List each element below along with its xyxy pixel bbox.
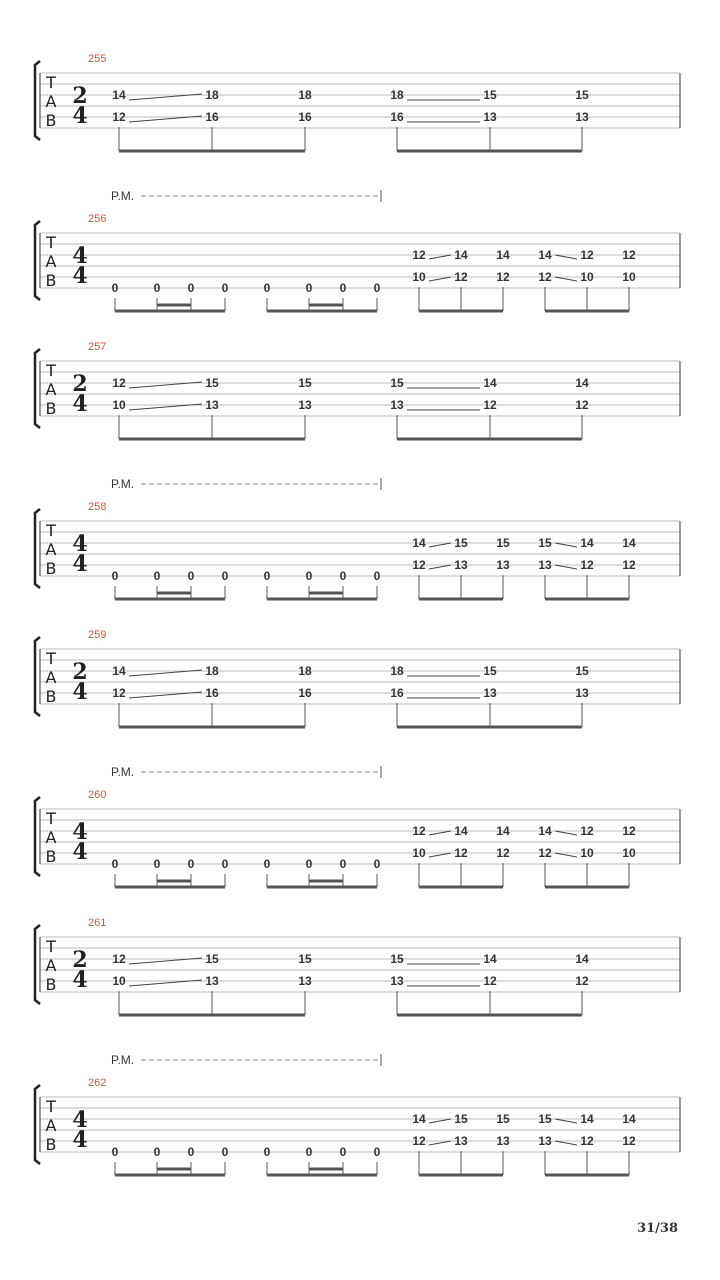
tab-clef-letter: A bbox=[45, 956, 57, 975]
fret-number: 12 bbox=[580, 558, 594, 572]
fret-number: 12 bbox=[454, 270, 468, 284]
fret-number: 14 bbox=[112, 88, 126, 102]
fret-number: 15 bbox=[205, 952, 219, 966]
fret-number: 16 bbox=[205, 686, 219, 700]
page-number: 31/38 bbox=[637, 1221, 678, 1236]
fret-number: 13 bbox=[390, 398, 404, 412]
fret-number: 14 bbox=[496, 824, 510, 838]
fret-number: 15 bbox=[575, 88, 589, 102]
tab-system bbox=[35, 629, 680, 727]
fret-number: 13 bbox=[454, 1134, 468, 1148]
fret-number: 16 bbox=[390, 110, 404, 124]
fret-number: 12 bbox=[112, 110, 126, 124]
time-signature-bottom: 4 bbox=[72, 263, 88, 289]
open-string-note: 0 bbox=[263, 857, 271, 871]
slide-line bbox=[429, 831, 451, 835]
tab-clef-letter: A bbox=[45, 252, 57, 271]
fret-number: 15 bbox=[205, 376, 219, 390]
slide-line bbox=[429, 565, 451, 569]
fret-number: 15 bbox=[390, 952, 404, 966]
tab-clef-letter: A bbox=[45, 380, 57, 399]
fret-number: 13 bbox=[575, 110, 589, 124]
open-string-note: 0 bbox=[373, 1145, 381, 1159]
time-signature-bottom: 4 bbox=[72, 551, 88, 577]
fret-number: 13 bbox=[496, 1134, 510, 1148]
measure-number: 255 bbox=[88, 53, 107, 65]
fret-number: 13 bbox=[454, 558, 468, 572]
open-string-note: 0 bbox=[339, 1145, 347, 1159]
tab-clef-letter: B bbox=[45, 399, 57, 418]
open-string-note: 0 bbox=[263, 1145, 271, 1159]
slide-line bbox=[429, 1141, 451, 1145]
measure-number: 257 bbox=[88, 341, 107, 353]
time-signature-top: 2 bbox=[72, 371, 88, 397]
open-string-note: 0 bbox=[187, 569, 195, 583]
time-signature-top: 4 bbox=[72, 243, 88, 269]
fret-number: 14 bbox=[575, 376, 589, 390]
fret-number: 10 bbox=[412, 270, 426, 284]
fret-number: 16 bbox=[205, 110, 219, 124]
fret-number: 10 bbox=[112, 974, 126, 988]
slide-line bbox=[555, 255, 577, 259]
open-string-note: 0 bbox=[187, 857, 195, 871]
tab-clef-letter: A bbox=[45, 828, 57, 847]
system-bracket bbox=[35, 221, 40, 300]
fret-number: 12 bbox=[622, 1134, 636, 1148]
measure-number: 259 bbox=[88, 629, 107, 641]
fret-number: 10 bbox=[580, 270, 594, 284]
fret-number: 14 bbox=[622, 1112, 636, 1126]
tab-clef-letter: B bbox=[45, 1135, 57, 1154]
fret-number: 18 bbox=[390, 664, 404, 678]
fret-number: 13 bbox=[483, 110, 497, 124]
fret-number: 13 bbox=[205, 398, 219, 412]
tab-system bbox=[35, 477, 680, 599]
fret-number: 12 bbox=[575, 974, 589, 988]
open-string-note: 0 bbox=[339, 857, 347, 871]
fret-number: 12 bbox=[483, 974, 497, 988]
slide-line bbox=[555, 277, 577, 281]
slide-line bbox=[429, 277, 451, 281]
tab-clef-letter: T bbox=[46, 361, 56, 380]
palm-mute-label: P.M. bbox=[111, 189, 135, 203]
slide-line bbox=[429, 1119, 451, 1123]
system-bracket bbox=[35, 509, 40, 588]
system-bracket bbox=[35, 61, 40, 140]
fret-number: 10 bbox=[622, 270, 636, 284]
fret-number: 15 bbox=[538, 536, 552, 550]
open-string-note: 0 bbox=[111, 281, 119, 295]
fret-number: 12 bbox=[496, 846, 510, 860]
time-signature-bottom: 4 bbox=[72, 1127, 88, 1153]
tab-clef-letter: A bbox=[45, 540, 57, 559]
fret-number: 13 bbox=[538, 1134, 552, 1148]
open-string-note: 0 bbox=[263, 281, 271, 295]
fret-number: 18 bbox=[390, 88, 404, 102]
tab-clef-letter: B bbox=[45, 847, 57, 866]
open-string-note: 0 bbox=[187, 281, 195, 295]
fret-number: 14 bbox=[575, 952, 589, 966]
tab-system bbox=[35, 341, 680, 439]
fret-number: 14 bbox=[412, 1112, 426, 1126]
measure-number: 258 bbox=[88, 501, 107, 513]
time-signature-bottom: 4 bbox=[72, 679, 88, 705]
open-string-note: 0 bbox=[221, 1145, 229, 1159]
fret-number: 15 bbox=[483, 88, 497, 102]
open-string-note: 0 bbox=[373, 857, 381, 871]
fret-number: 14 bbox=[580, 536, 594, 550]
tab-clef-letter: T bbox=[46, 937, 56, 956]
tab-clef-letter: B bbox=[45, 975, 57, 994]
fret-number: 12 bbox=[112, 686, 126, 700]
slide-line bbox=[429, 543, 451, 547]
open-string-note: 0 bbox=[373, 281, 381, 295]
fret-number: 10 bbox=[112, 398, 126, 412]
time-signature-bottom: 4 bbox=[72, 103, 88, 129]
slide-line bbox=[429, 255, 451, 259]
fret-number: 15 bbox=[298, 376, 312, 390]
fret-number: 15 bbox=[454, 1112, 468, 1126]
open-string-note: 0 bbox=[111, 569, 119, 583]
tab-clef-letter: B bbox=[45, 271, 57, 290]
tab-clef-letter: A bbox=[45, 92, 57, 111]
measure-number: 261 bbox=[88, 917, 107, 929]
tab-clef-letter: T bbox=[46, 233, 56, 252]
fret-number: 13 bbox=[575, 686, 589, 700]
tab-clef-letter: B bbox=[45, 559, 57, 578]
open-string-note: 0 bbox=[305, 569, 313, 583]
fret-number: 10 bbox=[580, 846, 594, 860]
time-signature-top: 2 bbox=[72, 659, 88, 685]
tab-system bbox=[35, 765, 680, 887]
palm-mute-label: P.M. bbox=[111, 1053, 135, 1067]
fret-number: 12 bbox=[580, 1134, 594, 1148]
open-string-note: 0 bbox=[339, 569, 347, 583]
slide-line bbox=[429, 853, 451, 857]
fret-number: 14 bbox=[412, 536, 426, 550]
tab-clef-letter: B bbox=[45, 687, 57, 706]
fret-number: 12 bbox=[483, 398, 497, 412]
tab-system bbox=[35, 1053, 680, 1175]
palm-mute-label: P.M. bbox=[111, 765, 135, 779]
measure-number: 256 bbox=[88, 213, 107, 225]
fret-number: 14 bbox=[538, 824, 552, 838]
fret-number: 14 bbox=[496, 248, 510, 262]
open-string-note: 0 bbox=[221, 569, 229, 583]
open-string-note: 0 bbox=[305, 1145, 313, 1159]
fret-number: 14 bbox=[622, 536, 636, 550]
slide-line bbox=[555, 853, 577, 857]
fret-number: 15 bbox=[454, 536, 468, 550]
tab-clef-letter: T bbox=[46, 521, 56, 540]
fret-number: 18 bbox=[205, 88, 219, 102]
tab-clef-letter: B bbox=[45, 111, 57, 130]
open-string-note: 0 bbox=[221, 281, 229, 295]
slide-line bbox=[555, 1119, 577, 1123]
fret-number: 12 bbox=[538, 270, 552, 284]
time-signature-bottom: 4 bbox=[72, 839, 88, 865]
fret-number: 14 bbox=[454, 824, 468, 838]
fret-number: 16 bbox=[298, 686, 312, 700]
fret-number: 13 bbox=[298, 398, 312, 412]
fret-number: 13 bbox=[496, 558, 510, 572]
fret-number: 15 bbox=[390, 376, 404, 390]
fret-number: 13 bbox=[483, 686, 497, 700]
fret-number: 12 bbox=[412, 248, 426, 262]
fret-number: 15 bbox=[483, 664, 497, 678]
fret-number: 16 bbox=[298, 110, 312, 124]
fret-number: 14 bbox=[483, 376, 497, 390]
system-bracket bbox=[35, 349, 40, 428]
fret-number: 15 bbox=[538, 1112, 552, 1126]
fret-number: 14 bbox=[454, 248, 468, 262]
time-signature-top: 4 bbox=[72, 1107, 88, 1133]
fret-number: 13 bbox=[538, 558, 552, 572]
fret-number: 12 bbox=[412, 824, 426, 838]
tab-clef-letter: A bbox=[45, 1116, 57, 1135]
time-signature-bottom: 4 bbox=[72, 391, 88, 417]
fret-number: 12 bbox=[496, 270, 510, 284]
open-string-note: 0 bbox=[153, 281, 161, 295]
open-string-note: 0 bbox=[153, 569, 161, 583]
fret-number: 10 bbox=[622, 846, 636, 860]
open-string-note: 0 bbox=[111, 857, 119, 871]
fret-number: 15 bbox=[496, 1112, 510, 1126]
fret-number: 12 bbox=[622, 824, 636, 838]
fret-number: 13 bbox=[205, 974, 219, 988]
tab-clef-letter: T bbox=[46, 1097, 56, 1116]
fret-number: 12 bbox=[575, 398, 589, 412]
fret-number: 13 bbox=[298, 974, 312, 988]
open-string-note: 0 bbox=[153, 857, 161, 871]
open-string-note: 0 bbox=[339, 281, 347, 295]
fret-number: 14 bbox=[112, 664, 126, 678]
fret-number: 18 bbox=[298, 664, 312, 678]
open-string-note: 0 bbox=[221, 857, 229, 871]
slide-line bbox=[555, 543, 577, 547]
system-bracket bbox=[35, 797, 40, 876]
fret-number: 12 bbox=[622, 248, 636, 262]
fret-number: 12 bbox=[112, 376, 126, 390]
fret-number: 12 bbox=[580, 248, 594, 262]
fret-number: 10 bbox=[412, 846, 426, 860]
fret-number: 14 bbox=[538, 248, 552, 262]
slide-line bbox=[555, 565, 577, 569]
slide-line bbox=[555, 831, 577, 835]
fret-number: 12 bbox=[412, 558, 426, 572]
tab-system bbox=[35, 53, 680, 151]
tab-clef-letter: A bbox=[45, 668, 57, 687]
measure-number: 262 bbox=[88, 1077, 107, 1089]
fret-number: 12 bbox=[112, 952, 126, 966]
tab-clef-letter: T bbox=[46, 809, 56, 828]
system-bracket bbox=[35, 637, 40, 716]
fret-number: 12 bbox=[580, 824, 594, 838]
tab-clef-letter: T bbox=[46, 649, 56, 668]
open-string-note: 0 bbox=[305, 857, 313, 871]
fret-number: 12 bbox=[538, 846, 552, 860]
fret-number: 16 bbox=[390, 686, 404, 700]
fret-number: 15 bbox=[575, 664, 589, 678]
open-string-note: 0 bbox=[187, 1145, 195, 1159]
fret-number: 13 bbox=[390, 974, 404, 988]
time-signature-top: 4 bbox=[72, 819, 88, 845]
tab-system bbox=[35, 189, 680, 311]
time-signature-top: 4 bbox=[72, 531, 88, 557]
slide-line bbox=[555, 1141, 577, 1145]
fret-number: 18 bbox=[298, 88, 312, 102]
fret-number: 12 bbox=[622, 558, 636, 572]
tab-system bbox=[35, 917, 680, 1015]
time-signature-top: 2 bbox=[72, 947, 88, 973]
fret-number: 15 bbox=[496, 536, 510, 550]
open-string-note: 0 bbox=[305, 281, 313, 295]
open-string-note: 0 bbox=[263, 569, 271, 583]
fret-number: 12 bbox=[412, 1134, 426, 1148]
fret-number: 14 bbox=[483, 952, 497, 966]
measure-number: 260 bbox=[88, 789, 107, 801]
system-bracket bbox=[35, 1085, 40, 1164]
open-string-note: 0 bbox=[111, 1145, 119, 1159]
fret-number: 14 bbox=[580, 1112, 594, 1126]
fret-number: 15 bbox=[298, 952, 312, 966]
fret-number: 18 bbox=[205, 664, 219, 678]
system-bracket bbox=[35, 925, 40, 1004]
time-signature-top: 2 bbox=[72, 83, 88, 109]
palm-mute-label: P.M. bbox=[111, 477, 135, 491]
open-string-note: 0 bbox=[373, 569, 381, 583]
tab-clef-letter: T bbox=[46, 73, 56, 92]
time-signature-bottom: 4 bbox=[72, 967, 88, 993]
fret-number: 12 bbox=[454, 846, 468, 860]
open-string-note: 0 bbox=[153, 1145, 161, 1159]
